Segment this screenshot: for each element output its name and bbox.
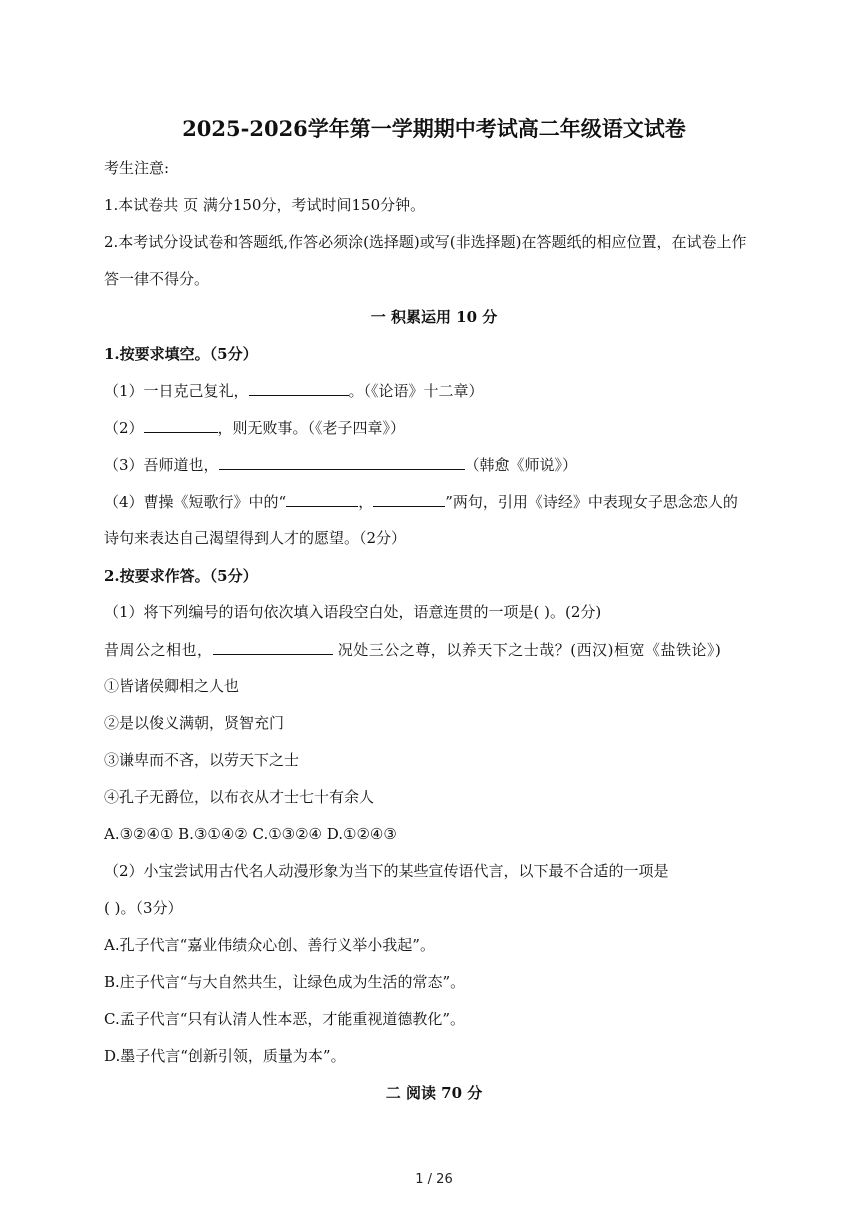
question-2-sub-2-line-2: ( )。（3分）: [104, 899, 183, 917]
question-1-title: 1.按要求填空。（5分）: [104, 345, 258, 363]
answer-blank: [373, 491, 445, 507]
answer-blank: [286, 491, 358, 507]
question-1-sub-1-suffix: 。（《论语》十二章）: [348, 382, 484, 400]
choice-d: D.墨子代言“创新引领，质量为本”。: [104, 1047, 346, 1065]
section-1-heading: 一 积累运用 10 分: [370, 308, 498, 326]
sentence-option-1: ①皆诸侯卿相之人也: [104, 677, 240, 695]
sentence-option-2: ②是以俊义满朝，贤智充门: [104, 714, 285, 732]
answer-blank: [219, 454, 465, 470]
notice-item-2-line-1: 2.本考试分设试卷和答题纸,作答必须涂(选择题)或写(非选择题)在答题纸的相应位置，在试卷上作: [104, 233, 747, 251]
question-1-sub-3: [104, 454, 577, 475]
question-2-title: 2.按要求作答。（5分）: [104, 567, 258, 585]
question-1-sub-1-prefix: （1）一日克己复礼，: [104, 382, 249, 400]
passage-suffix: 况处三公之尊，以养天下之士哉？(西汉)桓宽《盐铁论》): [332, 641, 722, 659]
question-1-sub-2-prefix: （2）: [104, 419, 144, 437]
answer-choices: A.③②④① B.③①④② C.①③②④ D.①②④③: [104, 825, 397, 843]
notice-item-1: 1.本试卷共 页 满分150分，考试时间150分钟。: [104, 196, 426, 214]
passage-prefix: 昔周公之相也，: [104, 641, 213, 659]
answer-blank: [144, 417, 218, 433]
exam-title: 2025-2026学年第一学期期中考试高二年级语文试卷: [182, 116, 686, 141]
question-1-sub-4-suffix: ”两句，引用《诗经》中表现女子思念恋人的: [445, 493, 738, 511]
section-2-heading: 二 阅读 70 分: [385, 1084, 483, 1102]
question-1-sub-2-suffix: ，则无败事。（《老子四章》）: [217, 419, 406, 437]
sentence-option-3: ③谦卑而不吝，以劳天下之士: [104, 751, 300, 769]
choice-c: C.孟子代言“只有认清人性本恶，才能重视道德教化”。: [104, 1010, 466, 1028]
question-1-sub-4-mid: ，: [358, 493, 374, 511]
page-number: 1 / 26: [415, 1172, 453, 1187]
question-1-sub-3-suffix: （韩愈《师说》）: [464, 456, 578, 474]
question-1-sub-4-line-2: 诗句来表达自己渴望得到人才的愿望。（2分）: [104, 529, 407, 547]
choice-a: A.孔子代言“嘉业伟绩众心创、善行义举小我起”。: [104, 936, 435, 954]
notice-item-2-line-2: 答一律不得分。: [104, 270, 210, 288]
passage-line: [104, 639, 721, 660]
notice-heading: 考生注意:: [104, 159, 170, 177]
question-1-sub-3-prefix: （3）吾师道也，: [104, 456, 219, 474]
sentence-option-4: ④孔子无爵位，以布衣从才士七十有余人: [104, 788, 375, 806]
question-1-sub-1: [104, 380, 484, 401]
question-2-sub-2-line-1: （2）小宝尝试用古代名人动漫形象为当下的某些宣传语代言，以下最不合适的一项是: [104, 862, 669, 880]
question-1-sub-2: [104, 417, 405, 438]
choice-b: B.庄子代言“与大自然共生，让绿色成为生活的常态”。: [104, 973, 466, 991]
question-1-sub-4-prefix: （4）曹操《短歌行》中的“: [104, 493, 287, 511]
question-2-sub-1: （1）将下列编号的语句依次填入语段空白处，语意连贯的一项是( )。(2分): [104, 603, 602, 621]
question-1-sub-4: [104, 491, 738, 512]
answer-blank: [213, 639, 333, 655]
answer-blank: [249, 380, 349, 396]
